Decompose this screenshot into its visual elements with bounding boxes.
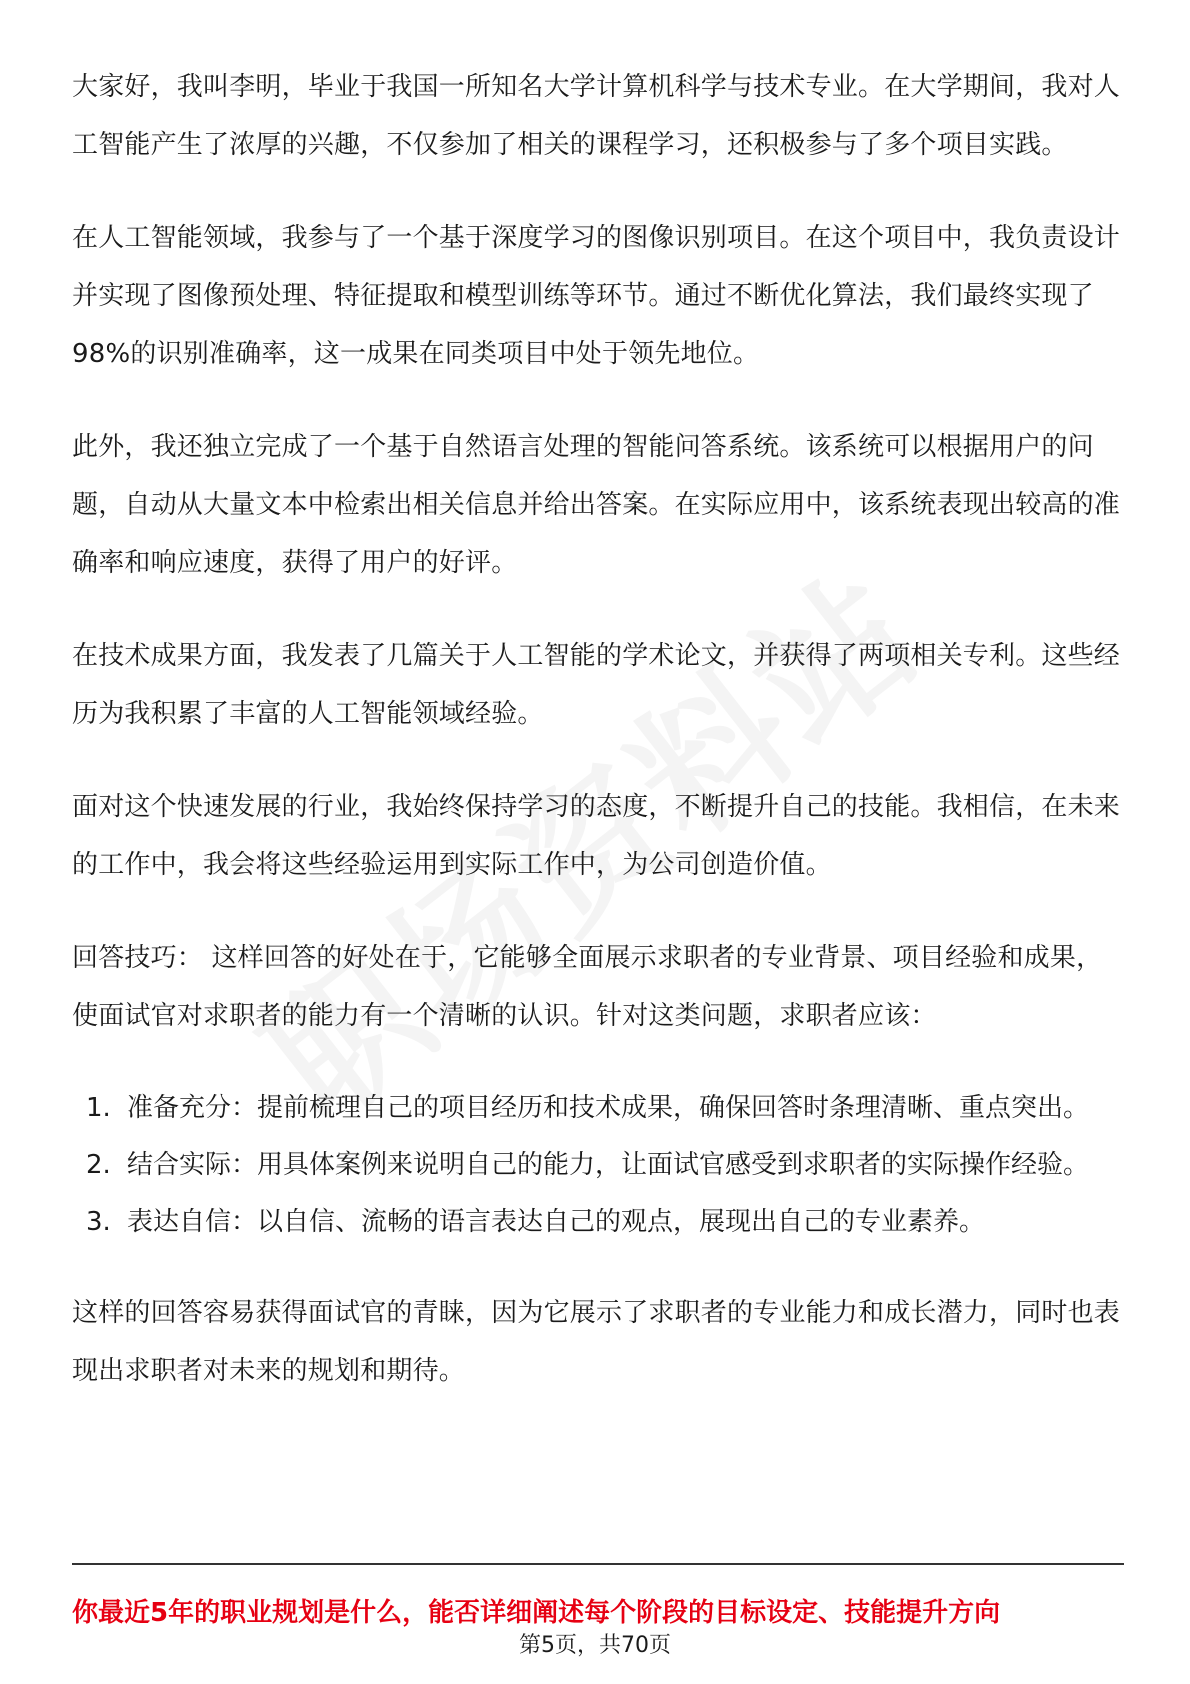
list-item (72, 1137, 1122, 1194)
list-number: 3. (86, 1207, 111, 1237)
list-item (72, 1080, 1122, 1137)
document-body (72, 58, 1122, 1435)
list-text: 结合实际：用具体案例来说明自己的能力，让面试官感受到求职者的实际操作经验。 (127, 1150, 1090, 1180)
list-text: 准备充分：提前梳理自己的项目经历和技术成果，确保回答时条理清晰、重点突出。 (127, 1093, 1090, 1123)
list-text: 表达自信：以自信、流畅的语言表达自己的观点，展现出自己的专业素养。 (127, 1207, 986, 1237)
list-number: 2. (86, 1150, 111, 1180)
next-question-heading: 你最近5年的职业规划是什么，能否详细阐述每个阶段的目标设定、技能提升方向 (72, 1598, 1001, 1628)
paragraph-attitude: 面对这个快速发展的行业，我始终保持学习的态度，不断提升自己的技能。我相信，在未来的工作中，我会将这些经验运用到实际工作中，为公司创造价值。 (72, 792, 1121, 880)
divider (72, 1563, 1124, 1565)
paragraph-intro: 大家好，我叫李明，毕业于我国一所知名大学计算机科学与技术专业。在大学期间，我对人工智能产生了浓厚的兴趣，不仅参加了相关的课程学习，还积极参与了多个项目实践。 (72, 72, 1121, 160)
paragraph-answer-tips: 回答技巧： 这样回答的好处在于，它能够全面展示求职者的专业背景、项目经验和成果，使面试官对求职者的能力有一个清晰的认识。针对这类问题，求职者应该： (72, 943, 1103, 1031)
paragraph-image-project: 在人工智能领域，我参与了一个基于深度学习的图像识别项目。在这个项目中，我负责设计并实现了图像预处理、特征提取和模型训练等环节。通过不断优化算法，我们最终实现了98%的识别准确率，这一成果在同类项目中处于领先地位。 (72, 223, 1121, 369)
paragraph-achievements: 在技术成果方面，我发表了几篇关于人工智能的学术论文，并获得了两项相关专利。这些经历为我积累了丰富的人工智能领域经验。 (72, 641, 1121, 729)
paragraph-closing: 这样的回答容易获得面试官的青睐，因为它展示了求职者的专业能力和成长潜力，同时也表现出求职者对未来的规划和期待。 (72, 1298, 1121, 1386)
tips-list (72, 1080, 1122, 1251)
list-item (72, 1194, 1122, 1251)
paragraph-qa-system: 此外，我还独立完成了一个基于自然语言处理的智能问答系统。该系统可以根据用户的问题，自动从大量文本中检索出相关信息并给出答案。在实际应用中，该系统表现出较高的准确率和响应速度，获得了用户的好评。 (72, 432, 1121, 578)
page-number: 第5页，共70页 (519, 1633, 671, 1658)
list-number: 1. (86, 1093, 111, 1123)
